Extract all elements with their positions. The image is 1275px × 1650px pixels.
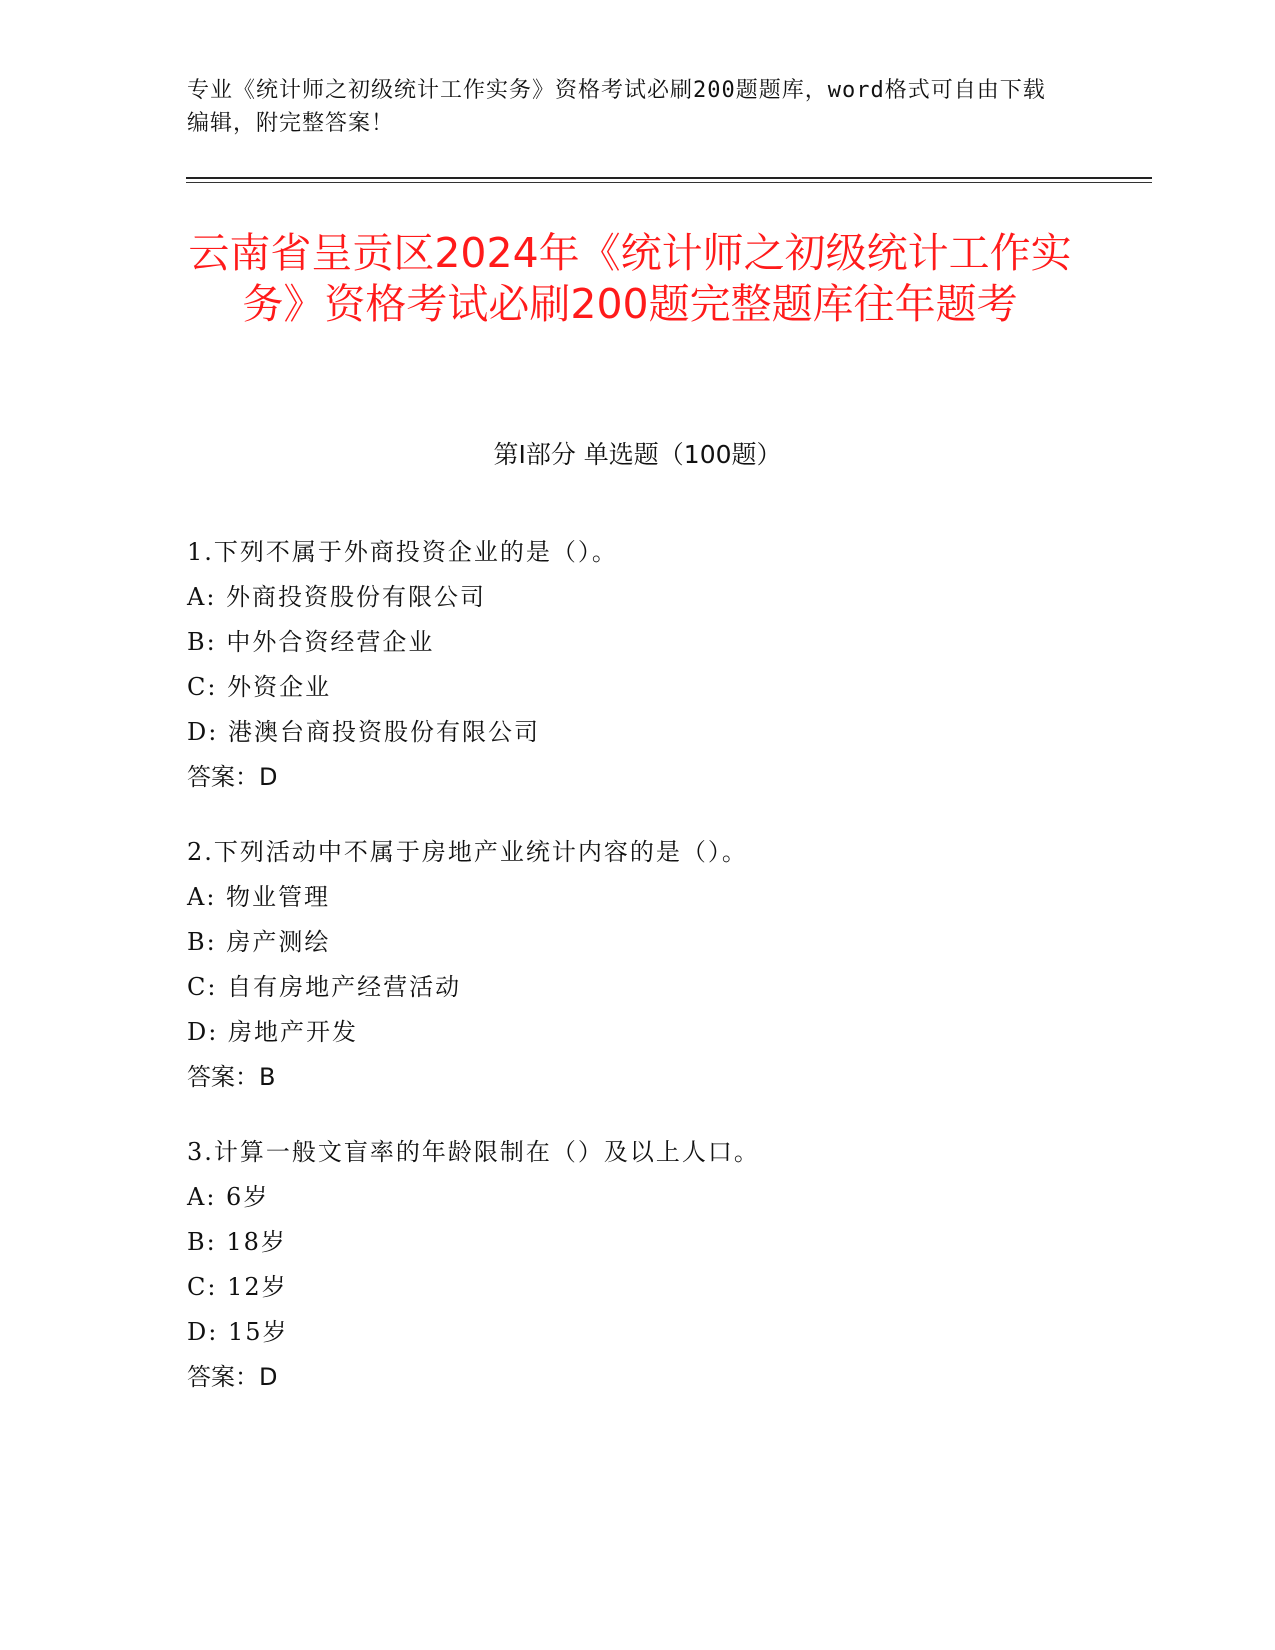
header-divider-thick <box>186 177 1152 179</box>
header-divider-thin <box>186 182 1152 183</box>
question-spacer <box>187 1100 1147 1130</box>
answer: 答案：B <box>187 1063 276 1091</box>
option-d: D: 15岁 <box>187 1318 289 1346</box>
question-stem: 3.计算一般文盲率的年龄限制在（）及以上人口。 <box>187 1138 760 1166</box>
question-spacer <box>187 800 1147 830</box>
option-a: A: 外商投资股份有限公司 <box>187 583 487 611</box>
question-stem: 2.下列活动中不属于房地产业统计内容的是（）。 <box>187 838 748 866</box>
question-list <box>187 530 1147 1400</box>
question-3 <box>187 1130 1147 1400</box>
header-note: 专业《统计师之初级统计工作实务》资格考试必刷200题题库，word格式可自由下载编辑，附完整答案！ <box>187 78 1046 136</box>
question-stem: 1.下列不属于外商投资企业的是（）。 <box>187 538 618 566</box>
question-2 <box>187 830 1147 1100</box>
option-c: C: 12岁 <box>187 1273 288 1301</box>
option-c: C: 自有房地产经营活动 <box>187 973 462 1001</box>
option-d: D: 房地产开发 <box>187 1018 358 1046</box>
option-c: C: 外资企业 <box>187 673 332 701</box>
option-a: A: 物业管理 <box>187 883 331 911</box>
option-a: A: 6岁 <box>187 1183 270 1211</box>
option-d: D: 港澳台商投资股份有限公司 <box>187 718 540 746</box>
option-b: B: 中外合资经营企业 <box>187 628 435 656</box>
option-b: B: 18岁 <box>187 1228 287 1256</box>
section-title: 第I部分 单选题（100题） <box>493 440 782 469</box>
question-1 <box>187 530 1147 800</box>
answer: 答案：D <box>187 763 278 791</box>
option-b: B: 房产测绘 <box>187 928 331 956</box>
answer: 答案：D <box>187 1363 278 1391</box>
document-title: 云南省呈贡区2024年《统计师之初级统计工作实务》资格考试必刷200题完整题库往年题考 <box>188 229 1072 328</box>
